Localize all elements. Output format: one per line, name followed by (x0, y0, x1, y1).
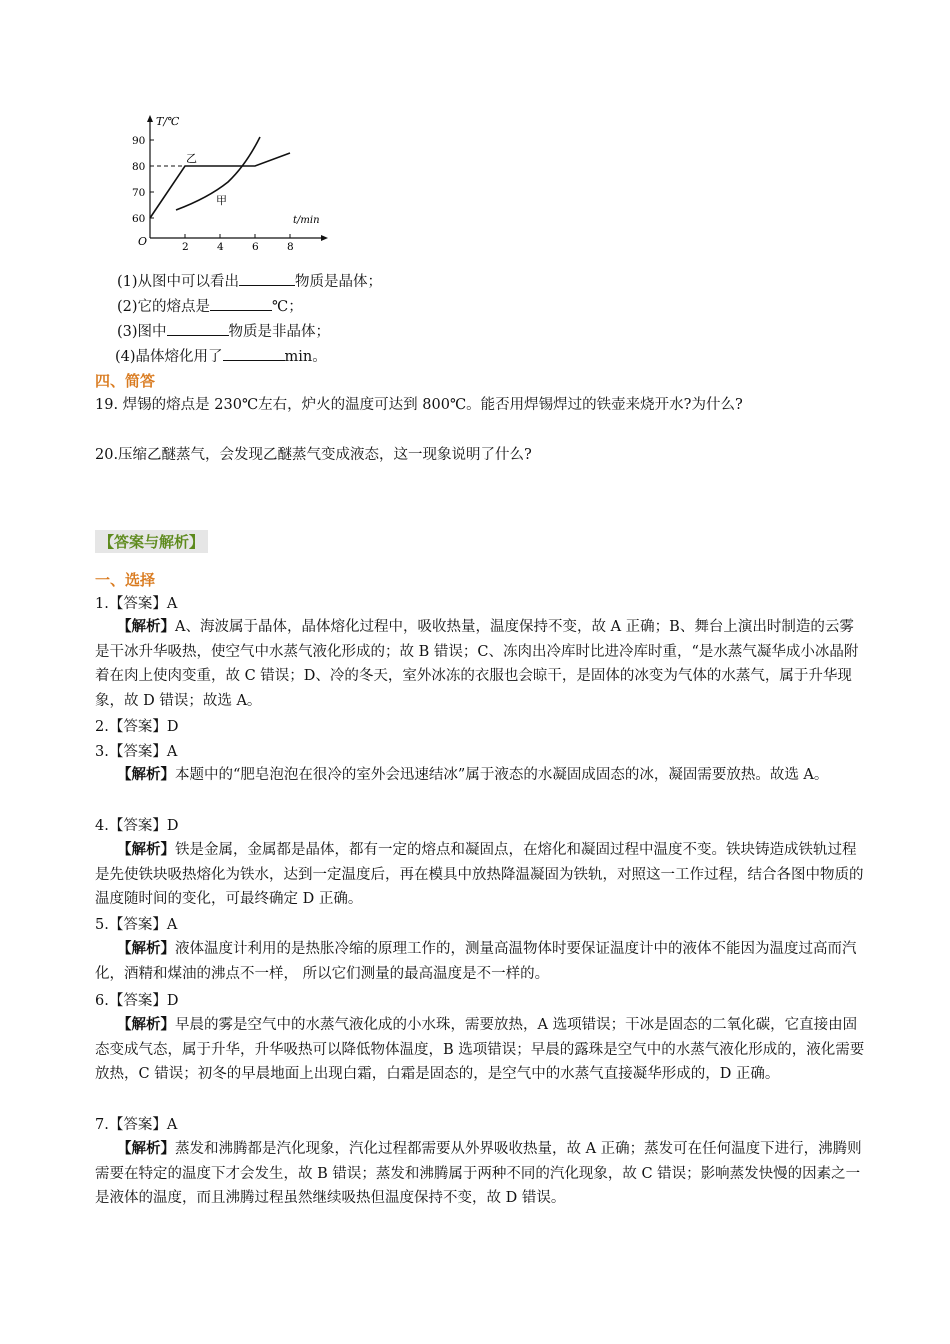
y-axis-label: T/℃ (156, 115, 180, 128)
x-tick-label: 8 (287, 241, 294, 250)
origin-label: O (138, 235, 148, 248)
explanation-3: 【解析】本题中的“肥皂泡泡在很冷的室外会迅速结冰”属于液态的水凝固成固态的冰，凝固需要放热。故选 A。 (117, 766, 829, 783)
curve-jia-label: 甲 (216, 194, 227, 207)
question-3: (3)图中 物质是非晶体； (117, 321, 330, 342)
explanation-4: 【解析】铁是金属，金属都是晶体，都有一定的熔点和凝固点，在熔化和凝固过程中温度不变。铁块铸造成铁轨过程是先使铁块吸热熔化为铁水，达到一定温度后，再在模具中放热降温凝固为铁轨，对照这一工作过程，结合各图中物质的温度随时间的变化，可最终确定 D 正确。 (95, 841, 864, 907)
section-heading-choice: 一、选择 (95, 571, 156, 589)
x-tick-label: 2 (182, 241, 189, 250)
section-heading-short-answer: 四、简答 (95, 372, 156, 390)
y-ticks (132, 135, 154, 225)
answer-1: 1.【答案】A (95, 596, 178, 612)
explanation-6: 【解析】早晨的雾是空气中的水蒸气液化成的小水珠，需要放热，A 选项错误；干冰是固态的二氧化碳，它直接由固态变成气态，属于升华，升华吸热可以降低物体温度，B 选项错误；早晨的露珠是空气中的水蒸气液化形成的，液化需要放热，C 错误；初冬的早晨地面上出现白霜，白霜是固态的，是空气中的水蒸气直接凝华形成的，D 正确。 (95, 1016, 865, 1082)
x-ticks (182, 234, 294, 250)
question-1: (1)从图中可以看出 物质是晶体； (117, 271, 382, 292)
answer-blank[interactable] (210, 296, 272, 311)
explanation-7: 【解析】蒸发和沸腾都是汽化现象，汽化过程都需要从外界吸收热量，故 A 正确；蒸发可在任何温度下进行，沸腾则需要在特定的温度下才会发生，故 B 错误；蒸发和沸腾属于两种不同的汽化现象，故 C 错误；影响蒸发快慢的因素之一是液体的温度，而且沸腾过程虽然继续吸热但温度保持不变，故 D 错误。 (95, 1140, 862, 1206)
answer-4: 4.【答案】D (95, 818, 179, 834)
y-tick-label: 70 (132, 187, 146, 199)
question-19: 19. 焊锡的熔点是 230℃左右，炉火的温度可达到 800℃。能否用焊锡焊过的铁壶来烧开水?为什么? (95, 397, 743, 413)
answer-blank[interactable] (223, 346, 285, 361)
answer-blank[interactable] (167, 321, 229, 336)
explanation-1: 【解析】A、海波属于晶体，晶体熔化过程中，吸收热量，温度保持不变，故 A 正确；B、舞台上演出时制造的云雾是干冰升华吸热，使空气中水蒸气液化形成的；故 B 错误；C、冻肉出冷库时比进冷库时重，“是水蒸气凝华成小冰晶附着在肉上使肉变重，故 C 错误；D、冷的冬天，室外冰冻的衣服也会晾干，是固体的冰变为气体的水蒸气，属于升华现象，故 D 错误；故选 A。 (95, 618, 859, 709)
answer-7: 7.【答案】A (95, 1117, 178, 1133)
y-tick-label: 90 (132, 135, 146, 147)
answer-6: 6.【答案】D (95, 993, 179, 1009)
x-axis-label: t/min (293, 215, 320, 226)
x-tick-label: 6 (252, 241, 259, 250)
question-20: 20.压缩乙醚蒸气，会发现乙醚蒸气变成液态，这一现象说明了什么? (95, 447, 532, 463)
answer-3: 3.【答案】A (95, 744, 178, 760)
question-4: (4)晶体熔化用了 min。 (115, 346, 327, 367)
answers-title: 【答案与解析】 (95, 530, 208, 553)
y-tick-label: 80 (132, 161, 146, 173)
x-tick-label: 4 (217, 241, 224, 250)
question-2: (2)它的熔点是 ℃； (117, 296, 303, 317)
y-axis-arrow (147, 115, 153, 122)
curve-yi (150, 153, 290, 218)
curve-yi-label: 乙 (186, 152, 197, 165)
y-tick-label: 60 (132, 213, 146, 225)
explanation-5: 【解析】液体温度计利用的是热胀冷缩的原理工作的，测量高温物体时要保证温度计中的液体不能因为温度过高而汽化，酒精和煤油的沸点不一样， 所以它们测量的最高温度是不一样的。 (95, 940, 857, 982)
temperature-time-graph (128, 110, 333, 250)
x-axis-arrow (321, 235, 328, 241)
answer-2: 2.【答案】D (95, 719, 179, 735)
answer-blank[interactable] (239, 271, 295, 286)
answer-5: 5.【答案】A (95, 917, 178, 933)
